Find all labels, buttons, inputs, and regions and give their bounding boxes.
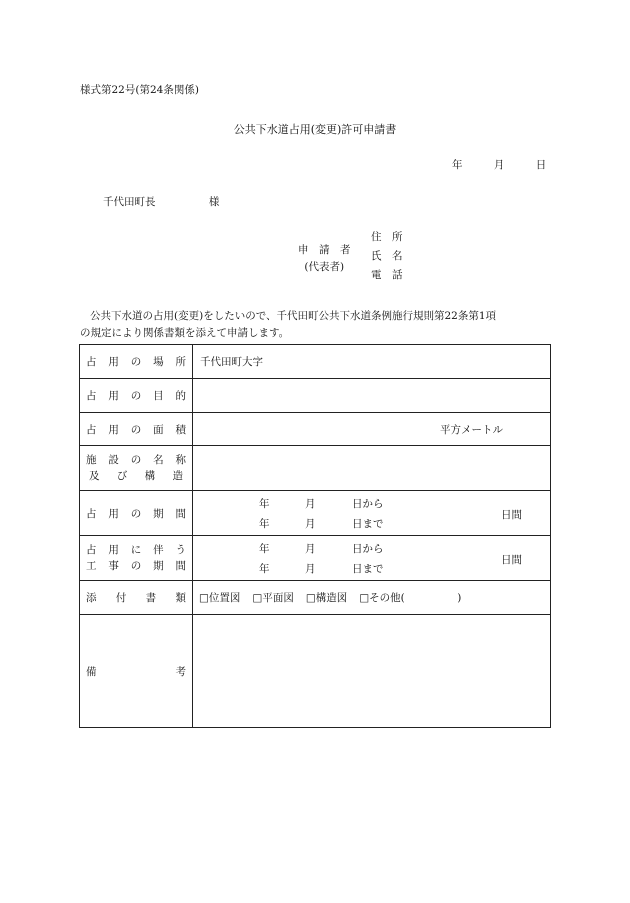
label-char: の (130, 560, 142, 572)
row-purpose (80, 379, 551, 413)
label-char: 占 (86, 390, 97, 402)
label-char: 期 (153, 560, 164, 572)
period-label-cell (80, 491, 193, 536)
construction-days: 日間 (501, 554, 522, 566)
attachments-label (86, 590, 186, 605)
place-value-cell[interactable] (193, 345, 551, 379)
period-value-cell[interactable] (193, 491, 551, 536)
period-label (86, 506, 186, 521)
label-char: 場 (153, 356, 164, 368)
label-char: 用 (108, 507, 119, 520)
label-char: 占 (86, 423, 97, 436)
label-char: 的 (175, 390, 186, 402)
row-place (80, 345, 551, 379)
label-char: 期 (153, 507, 164, 520)
area-unit: 平方メートル (440, 423, 503, 436)
label-char: 面 (153, 423, 164, 436)
construction-start-month: 月 (305, 543, 316, 555)
label-char: 間 (175, 560, 186, 572)
attachments-label-cell (80, 581, 193, 615)
applicant-address-label: 住 所 (371, 231, 403, 243)
construction-label-cell (80, 536, 193, 581)
purpose-label-cell (80, 379, 193, 413)
label-char: 所 (175, 356, 186, 368)
area-label (86, 422, 186, 437)
statement-line-2: の規定により関係書類を添えて申請します。 (80, 327, 290, 339)
label-char: び (116, 470, 128, 482)
applicant-label-main: 申 請 者 (298, 244, 351, 256)
form-number-label: 様式第22号(第24条関係) (80, 84, 199, 96)
date-month-label: 月 (493, 159, 505, 171)
label-char: 名 (153, 454, 164, 466)
label-char: の (130, 356, 142, 368)
label-char: の (130, 454, 142, 466)
label-char: 及 (89, 470, 100, 482)
place-label (86, 354, 186, 369)
label-char: 用 (108, 390, 119, 402)
application-statement (80, 308, 496, 342)
label-char: 用 (108, 544, 119, 556)
row-period (80, 491, 551, 536)
construction-start (259, 541, 384, 556)
addressee (103, 194, 219, 209)
construction-label-line-1 (86, 542, 186, 558)
label-char: 添 (86, 592, 97, 604)
document-title: 公共下水道占用(変更)許可申請書 (233, 123, 397, 136)
purpose-label (86, 388, 186, 403)
attachment-plan-view-checkbox[interactable]: □平面図 (252, 592, 294, 604)
attachment-location-map-checkbox[interactable]: □位置図 (199, 592, 241, 604)
statement-line-1: 公共下水道の占用(変更)をしたいので、千代田町公共下水道条例施行規則第22条第1項 (90, 310, 497, 322)
remarks-label-cell (80, 615, 193, 728)
label-char: 積 (175, 423, 186, 436)
applicant-label-sub: (代表者) (304, 261, 345, 273)
label-char: う (175, 544, 186, 556)
label-char: 構 (144, 470, 156, 482)
attachment-other-checkbox[interactable]: □その他( ) (359, 592, 462, 604)
period-start-year: 年 (259, 498, 270, 510)
row-remarks (80, 615, 551, 728)
date-year-label: 年 (452, 159, 463, 171)
period-end-month: 月 (305, 518, 316, 530)
period-days: 日間 (501, 509, 522, 521)
facility-label-line-1 (86, 452, 186, 468)
addressee-suffix: 様 (208, 196, 220, 208)
construction-end (259, 561, 384, 576)
area-label-cell (80, 413, 193, 446)
label-char: 書 (145, 592, 157, 604)
purpose-value-cell[interactable] (193, 379, 551, 413)
period-end (259, 516, 384, 531)
label-char: 占 (86, 507, 97, 520)
period-start (259, 496, 384, 511)
label-char: 設 (108, 454, 119, 466)
construction-value-cell[interactable] (193, 536, 551, 581)
facility-label-cell (80, 446, 193, 491)
label-char: の (130, 390, 142, 402)
label-char: 目 (153, 390, 164, 402)
place-value: 千代田町大字 (200, 356, 263, 368)
facility-value-cell[interactable] (193, 446, 551, 491)
construction-label-line-2 (86, 558, 186, 574)
period-start-from: 日から (352, 498, 384, 510)
construction-end-month: 月 (305, 563, 316, 575)
place-label-cell (80, 345, 193, 379)
label-char: の (130, 423, 142, 436)
label-char: 間 (175, 507, 186, 520)
applicant-phone-label: 電 話 (371, 269, 403, 281)
applicant-label (298, 242, 351, 276)
construction-start-year: 年 (259, 543, 270, 555)
row-facility (80, 446, 551, 491)
date-line (452, 157, 546, 172)
construction-end-year: 年 (259, 563, 270, 575)
attachments-value-cell (193, 581, 551, 615)
label-char: 伴 (153, 544, 164, 556)
row-area (80, 413, 551, 446)
period-end-year: 年 (259, 518, 270, 530)
row-attachments (80, 581, 551, 615)
attachment-structure-drawing-checkbox[interactable]: □構造図 (305, 592, 348, 604)
area-value-cell[interactable] (193, 413, 551, 446)
label-char: の (130, 507, 142, 520)
label-char: 称 (175, 454, 186, 466)
label-char: 用 (108, 356, 119, 368)
label-char: 類 (175, 592, 186, 604)
remarks-label-right: 考 (175, 665, 186, 678)
period-start-month: 月 (305, 498, 316, 510)
label-char: 付 (115, 592, 127, 604)
label-char: 用 (108, 423, 119, 436)
label-char: 事 (108, 560, 119, 572)
label-char: 占 (86, 356, 97, 368)
label-char: 工 (86, 560, 97, 572)
remarks-label (86, 664, 186, 679)
applicant-name-label: 氏 名 (371, 250, 403, 262)
label-char: 占 (86, 544, 97, 556)
label-char: 施 (86, 454, 97, 466)
construction-end-to: 日まで (352, 563, 384, 575)
row-construction (80, 536, 551, 581)
application-table (79, 344, 551, 728)
construction-start-from: 日から (352, 543, 384, 555)
date-day-label: 日 (535, 159, 547, 171)
remarks-label-left: 備 (86, 665, 97, 678)
facility-label-line-2 (86, 468, 186, 484)
label-char: に (130, 544, 142, 556)
applicant-fields (371, 228, 403, 285)
remarks-value-cell[interactable] (193, 615, 551, 728)
addressee-name: 千代田町長 (103, 196, 156, 208)
period-end-to: 日まで (352, 518, 384, 530)
label-char: 造 (172, 470, 183, 482)
